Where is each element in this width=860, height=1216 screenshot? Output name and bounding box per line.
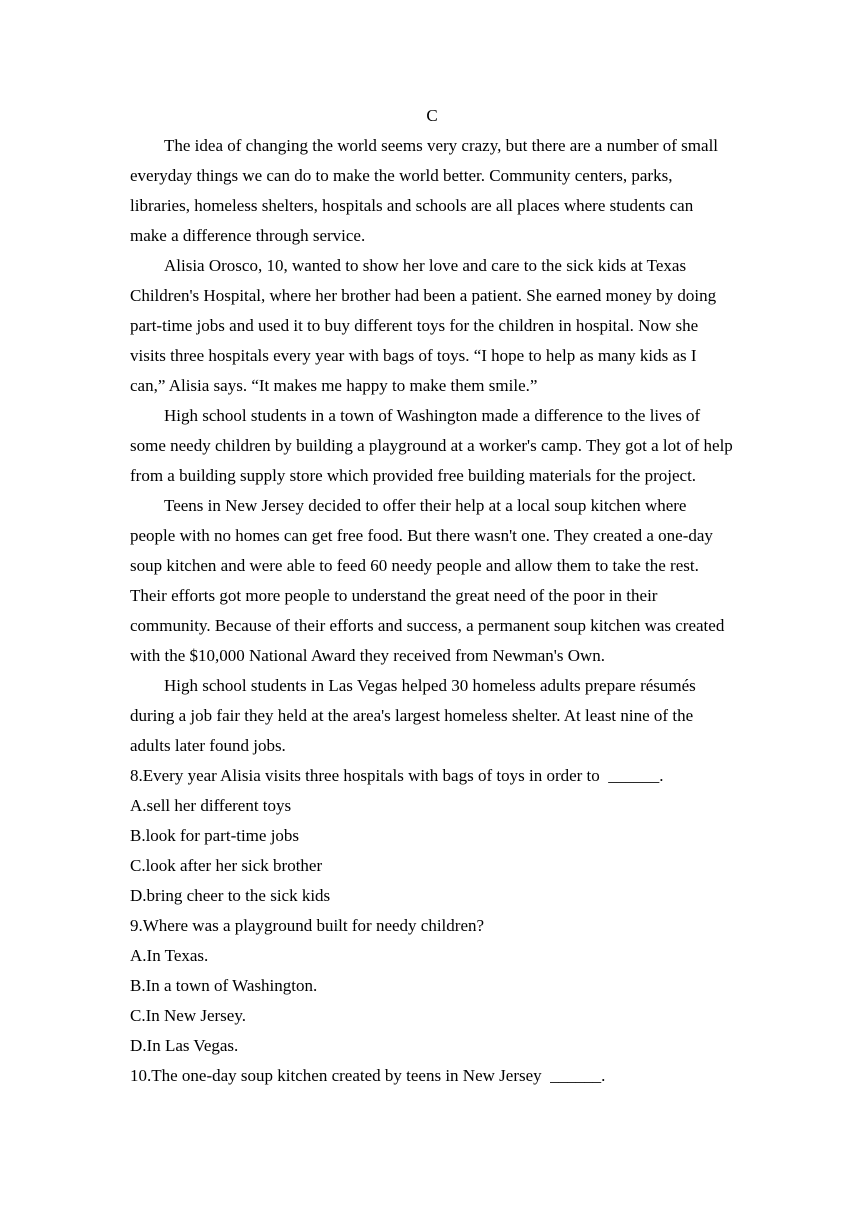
- question-10: [130, 1061, 734, 1091]
- question-stem: 10.The one-day soup kitchen created by teens in New Jersey ______.: [130, 1066, 606, 1085]
- passage-paragraph: The idea of changing the world seems very crazy, but there are a number of small everyday things we can do to make the world better. Community centers, parks, libraries, homeless shelters, hospitals and schools are all places where students can make a difference through service.: [130, 136, 719, 245]
- question-stem: 8.Every year Alisia visits three hospitals with bags of toys in order to ______.: [130, 766, 664, 785]
- passage-paragraph: High school students in Las Vegas helped 30 homeless adults prepare résumés during a job fair they held at the area's largest homeless shelter. At least nine of the adults later found jobs.: [130, 676, 696, 755]
- answer-option: B.look for part-time jobs: [130, 826, 300, 845]
- question-stem: 9.Where was a playground built for needy children?: [130, 916, 485, 935]
- answer-option: D.bring cheer to the sick kids: [130, 886, 331, 905]
- question-9: [130, 911, 734, 1061]
- passage-paragraph: Alisia Orosco, 10, wanted to show her love and care to the sick kids at Texas Children's Hospital, where her brother had been a patient. She earned money by doing part-time jobs and used it to buy different toys for the children in hospital. Now she visits three hospitals every year with bags of toys. “I hope to help as many kids as I can,” Alisia says. “It makes me happy to make them smile.”: [130, 256, 717, 395]
- answer-option: A.sell her different toys: [130, 796, 292, 815]
- answer-option: B.In a town of Washington.: [130, 976, 318, 995]
- answer-option: C.In New Jersey.: [130, 1006, 246, 1025]
- passage-paragraph: High school students in a town of Washington made a difference to the lives of some needy children by building a playground at a worker's camp. They got a lot of help from a building supply store which provided free building materials for the project.: [130, 406, 733, 485]
- passage-paragraph: Teens in New Jersey decided to offer their help at a local soup kitchen where people with no homes can get free food. But there wasn't one. They created a one-day soup kitchen and were able to feed 60 needy people and allow them to take the rest. Their efforts got more people to understand the great need of the poor in their community. Because of their efforts and success, a permanent soup kitchen was created with the $10,000 National Award they received from Newman's Own.: [130, 496, 725, 665]
- answer-option: C.look after her sick brother: [130, 856, 323, 875]
- reading-passage: [130, 131, 734, 761]
- page-content: [130, 101, 734, 1091]
- question-8: [130, 761, 734, 911]
- section-heading: C: [426, 106, 438, 125]
- answer-option: D.In Las Vegas.: [130, 1036, 239, 1055]
- answer-option: A.In Texas.: [130, 946, 209, 965]
